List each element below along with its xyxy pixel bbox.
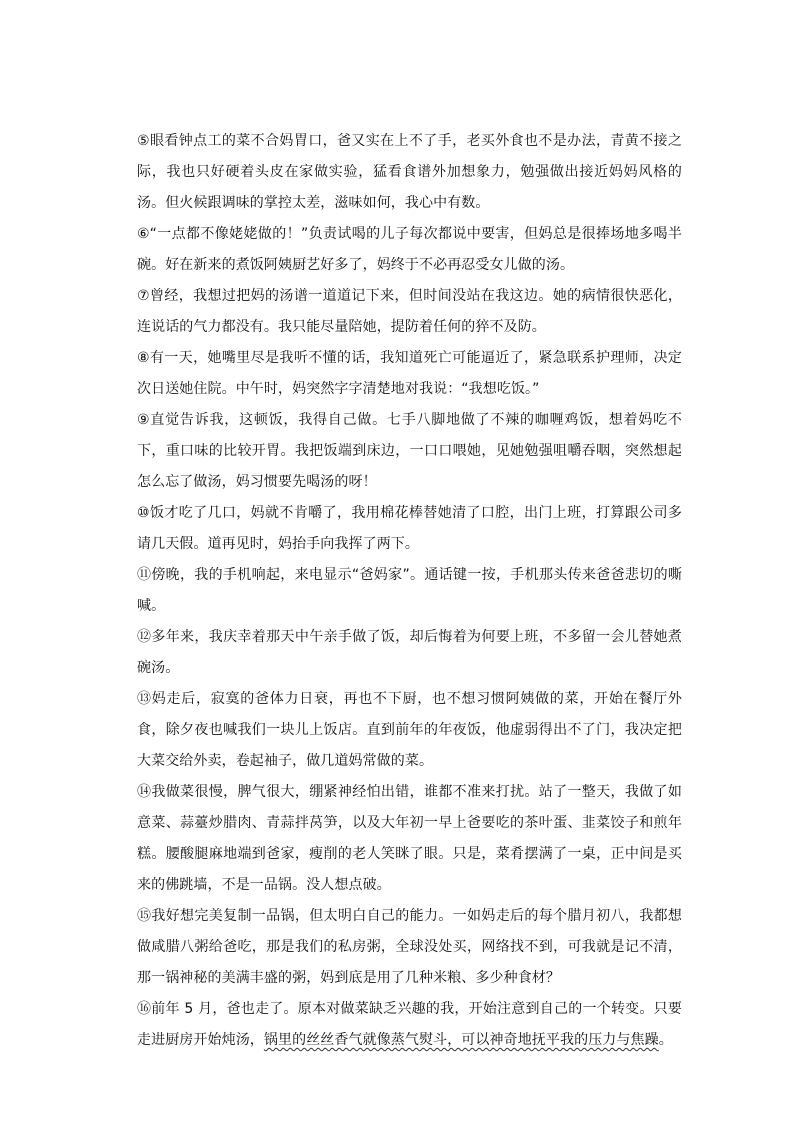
paragraph-16 xyxy=(137,994,682,1056)
paragraph-tail: 。 xyxy=(658,1032,673,1048)
paragraph-number: ⑧ xyxy=(137,350,150,366)
paragraph-number: ⑨ xyxy=(137,412,150,428)
paragraph-number: ⑮ xyxy=(137,908,152,924)
paragraph-10 xyxy=(137,498,682,560)
paragraph-8 xyxy=(137,343,682,405)
paragraph-number: ⑭ xyxy=(137,784,152,800)
paragraph-number: ⑥ xyxy=(137,226,150,242)
paragraph-12 xyxy=(137,622,682,684)
paragraph-text: 直觉告诉我，这顿饭，我得自己做。七手八脚地做了不辣的咖喱鸡饭，想着妈吃不下，重口味的比较开胃。我把饭端到床边，一口口喂她，见她勉强咀嚼吞咽，突然想起怎么忘了做汤，妈习惯要先喝汤的呀！ xyxy=(137,412,682,490)
paragraph-text: 前年 5 月，爸也走了。原本对做菜缺乏兴趣的我，开始注意到自己的一个转变。只要走进厨房开始炖汤， xyxy=(137,1001,682,1048)
paragraph-9 xyxy=(137,405,682,498)
paragraph-text: 曾经，我想过把妈的汤谱一道道记下来，但时间没站在我这边。她的病情很快恶化，连说话的气力都没有。我只能尽量陪她，提防着任何的猝不及防。 xyxy=(137,288,682,335)
paragraph-text: 饭才吃了几口，妈就不肯嚼了，我用棉花棒替她清了口腔，出门上班，打算跟公司多请几天假。道再见时，妈抬手向我挥了两下。 xyxy=(137,505,682,552)
paragraph-text: 妈走后，寂寞的爸体力日衰，再也不下厨，也不想习惯阿姨做的菜，开始在餐厅外食，除夕夜也喊我们一块儿上饭店。直到前年的年夜饭，他虚弱得出不了门，我决定把大菜交给外卖，卷起袖子，做几道妈常做的菜。 xyxy=(137,691,682,769)
paragraph-text: “一点都不像姥姥做的！”负责试喝的儿子每次都说中要害，但妈总是很捧场地多喝半碗。好在新来的煮饭阿姨厨艺好多了，妈终于不必再忍受女儿做的汤。 xyxy=(137,226,682,273)
paragraph-text: 我好想完美复制一品锅，但太明白自己的能力。一如妈走后的每个腊月初八，我都想做咸腊八粥给爸吃，那是我们的私房粥，全球没处买，网络找不到，可我就是记不清，那一锅神秘的美满丰盛的粥，妈到底是用了几种米粮、多少种食材？ xyxy=(137,908,682,986)
paragraph-11 xyxy=(137,560,682,622)
paragraph-7 xyxy=(137,281,682,343)
paragraph-text: 有一天，她嘴里尽是我听不懂的话，我知道死亡可能逼近了，紧急联系护理师，决定次日送她住院。中午时，妈突然字字清楚地对我说：“我想吃饭。” xyxy=(137,350,682,397)
paragraph-15 xyxy=(137,901,682,994)
paragraph-number: ⑪ xyxy=(137,567,152,583)
paragraph-number: ⑫ xyxy=(137,629,152,645)
wavy-underlined-sentence: 锅里的丝丝香气就像蒸气熨斗，可以神奇地抚平我的压力与焦躁 xyxy=(263,1032,659,1048)
paragraph-14 xyxy=(137,777,682,901)
paragraph-number: ⑦ xyxy=(137,288,150,304)
paragraph-text: 眼看钟点工的菜不合妈胃口，爸又实在上不了手，老买外食也不是办法，青黄不接之际，我也只好硬着头皮在家做实验，猛看食谱外加想象力，勉强做出接近妈妈风格的汤。但火候跟调味的掌控太差，滋味如何，我心中有数。 xyxy=(137,133,682,211)
paragraph-number: ⑯ xyxy=(137,1001,152,1017)
paragraph-number: ⑩ xyxy=(137,505,150,521)
paragraph-13 xyxy=(137,684,682,777)
paragraph-text: 我做菜很慢，脾气很大，绷紧神经怕出错，谁都不准来打扰。站了一整天，我做了如意菜、蒜薹炒腊肉、青蒜拌莴笋，以及大年初一早上爸要吃的茶叶蛋、韭菜饺子和煎年糕。腰酸腿麻地端到爸家，瘦削的老人笑眯了眼。只是，菜肴摆满了一桌，正中间是买来的佛跳墙，不是一品锅。没人想点破。 xyxy=(137,784,682,893)
paragraph-number: ⑤ xyxy=(137,133,150,149)
paragraph-number: ⑬ xyxy=(137,691,152,707)
paragraph-5 xyxy=(137,126,682,219)
paragraph-6 xyxy=(137,219,682,281)
paragraph-text: 多年来，我庆幸着那天中午亲手做了饭，却后悔着为何要上班，不多留一会儿替她煮碗汤。 xyxy=(137,629,682,676)
paragraph-text: 傍晚，我的手机响起，来电显示“爸妈家”。通话键一按，手机那头传来爸爸悲切的嘶喊。 xyxy=(137,567,682,614)
